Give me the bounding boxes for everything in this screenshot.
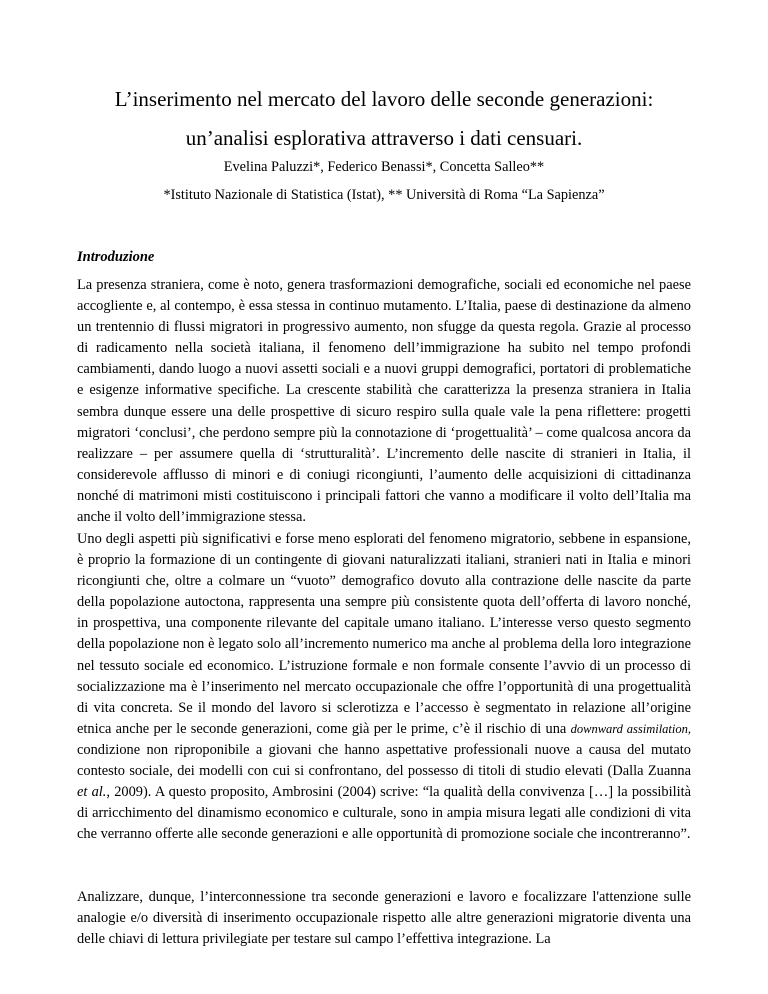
paragraph-3: Analizzare, dunque, l’interconnessione tra seconde generazioni e lavoro e focalizzare l'attenzione sulle analogie e/o diversità di inserimento occupazionale rispetto alle altre generazioni migratorie diventa una delle chiavi di lettura privilegiate per testare sul campo l’effettiva integrazione. La bbox=[77, 889, 691, 948]
paragraph-1: La presenza straniera, come è noto, genera trasformazioni demografiche, sociali ed economiche nel paese accogliente e, al contempo, è essa stessa in continuo mutamento. L’Italia, paese di destinazione da almeno un trentennio di flussi migratori in progressivo aumento, non sfugge da questa regola. Grazie al processo di radicamento nella società italiana, il fenomeno dell’immigrazione ha subito nel tempo profondi cambiamenti, dando luogo a nuovi assetti sociali e a nuovi gruppi demografici, portatori di problematiche e esigenze informative specifiche. La crescente stabilità che caratterizza la presenza straniera in Italia sembra dunque essere una delle prospettive di sicuro respiro sulla quale vale la pena riflettere: progetti migratori ‘conclusi’, che perdono sempre più la connotazione di ‘progettualità’ – come qualcosa ancora da realizzare – per assumere quella di ‘strutturalità’. L’incremento delle nascite di stranieri in Italia, il considerevole afflusso di minori e di coniugi ricongiunti, l’aumento delle acquisizioni di cittadinanza nonché di matrimoni misti costituiscono i principali fattori che vanno a modificare il volto dell’Italia ma anche il volto dell’immigrazione stessa. bbox=[77, 277, 691, 526]
title-line-2: un’analisi esplorativa attraverso i dati censuari. bbox=[185, 126, 583, 150]
paragraph-2 bbox=[77, 529, 691, 845]
affiliations: *Istituto Nazionale di Statistica (Istat), ** Università di Roma “La Sapienza” bbox=[163, 187, 605, 203]
paragraph-2-text-c: , 2009). A questo proposito, Ambrosini (2004) scrive: “la qualità della convivenza […] la possibilità di arricchimento del dinamismo economico e culturale, sono in ampia misura legati alle condizioni di vita che verranno offerte alle seconde generazioni e alle opportunità di promozione sociale che incontreranno”. bbox=[77, 784, 691, 843]
paragraph-2-text-b: condizione non riproponibile a giovani che hanno aspettative professionali nuove a causa del mutato contesto sociale, dei modelli con cui si confrontano, del possesso di titoli di studio elevati (Dalla Zuanna bbox=[77, 741, 691, 780]
paragraph-2-italic-term: downward assimilation, bbox=[570, 721, 691, 736]
authors: Evelina Paluzzi*, Federico Benassi*, Concetta Salleo** bbox=[223, 159, 545, 175]
title-line-1: L’inserimento nel mercato del lavoro delle seconde generazioni: bbox=[114, 87, 654, 111]
paragraph-2-text-a: Uno degli aspetti più significativi e forse meno esplorati del fenomeno migratorio, sebbene in espansione, è proprio la formazione di un contingente di giovani naturalizzati italiani, stranieri nati in Italia e minori ricongiunti che, oltre a colmare un “vuoto” demografico dovuto alla contrazione delle nascite da parte della popolazione autoctona, rappresenta una sempre più consistente quota dell’offerta di lavoro nonché, in prospettiva, una componente rilevante del capitale umano italiano. L’interesse verso questo segmento della popolazione non è legato solo all’incremento numerico ma anche al problema della loro integrazione nel tessuto sociale ed economico. L’istruzione formale e non formale consente l’avvio di un processo di socializzazione ma è l’inserimento nel mercato occupazionale che offre l’opportunità di una progettualità di vita concreta. Se il mondo del lavoro si sclerotizza e l’accesso è segmentato in relazione all’origine etnica anche per le seconde generazioni, come già per le prime, c’è il rischio di una bbox=[77, 531, 691, 737]
paragraph-2-italic-etal: et al. bbox=[77, 784, 107, 801]
section-heading: Introduzione bbox=[77, 249, 155, 265]
